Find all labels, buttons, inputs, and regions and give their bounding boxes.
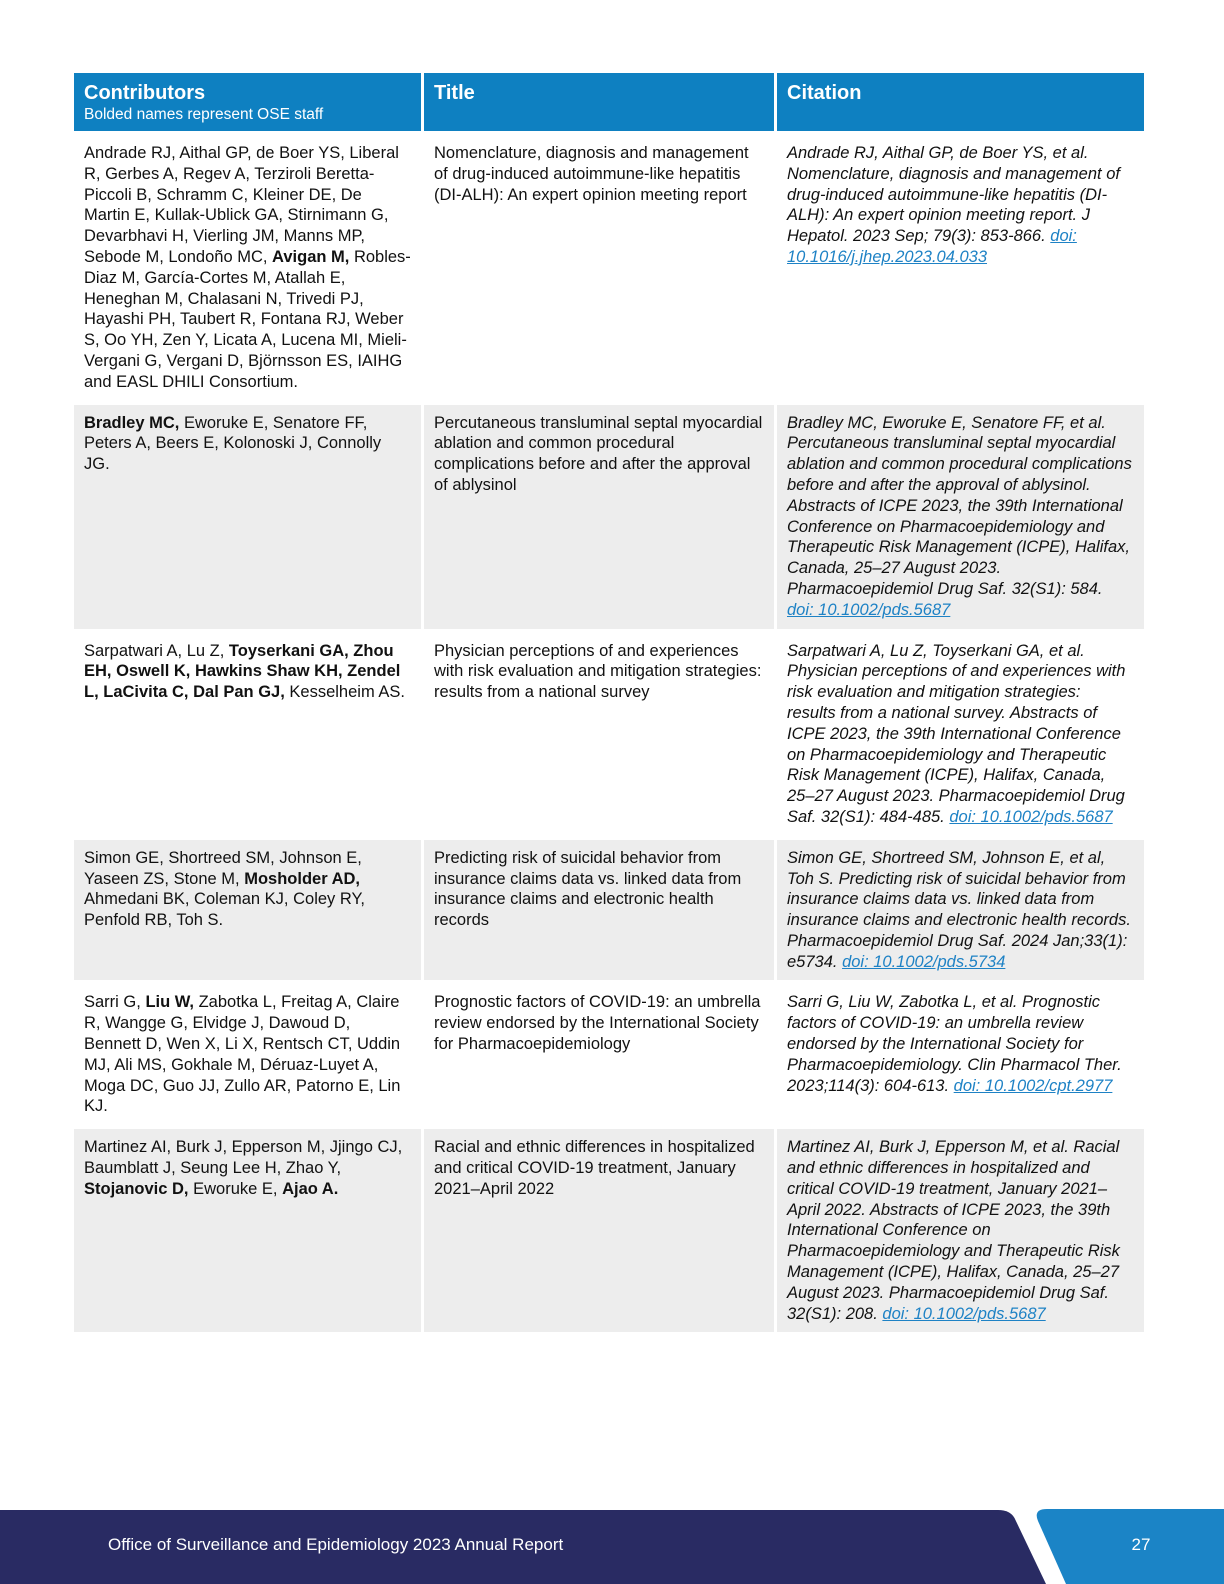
contributors-cell: [74, 1129, 421, 1332]
text-segment: Sarpatwari A, Lu Z,: [84, 641, 229, 660]
citation-cell: [777, 840, 1144, 981]
text-segment: Ahmedani BK, Coleman KJ, Coley RY, Penfold RB, Toh S.: [84, 890, 365, 930]
text-segment: Simon GE, Shortreed SM, Johnson E, et al, Toh S. Predicting risk of suicidal behavior from insurance claims data vs. linked data from insurance claims and electronic health records. Pharmacoepidemiol Drug Saf. 2024 Jan;33(1): e5734.: [787, 848, 1131, 971]
table-row: [74, 633, 1147, 836]
text-segment: Eworuke E, Senatore FF, Peters A, Beers E, Kolonoski J, Connolly JG.: [84, 413, 382, 474]
table-row: [74, 1129, 1147, 1332]
footer: [0, 1509, 1224, 1584]
title-cell: Racial and ethnic differences in hospitalized and critical COVID-19 treatment, January 2021–April 2022: [424, 1129, 774, 1332]
doi-link[interactable]: doi: 10.1002/pds.5687: [882, 1304, 1046, 1323]
ose-staff-name: Bradley MC,: [84, 413, 180, 432]
ose-staff-name: Liu W,: [145, 993, 195, 1012]
ose-staff-name: Ajao A.: [282, 1179, 339, 1198]
contributors-header-label: Contributors: [84, 82, 206, 104]
text-segment: Sarri G,: [84, 993, 146, 1012]
text-segment: Eworuke E,: [188, 1179, 283, 1198]
page-number: 27: [1131, 1535, 1151, 1554]
table-row: [74, 135, 1147, 401]
header-cell-citation: [777, 73, 1144, 131]
citation-cell: [777, 135, 1144, 401]
title-cell: Prognostic factors of COVID-19: an umbrella review endorsed by the International Society for Pharmacoepidemiology: [424, 984, 774, 1125]
contributors-cell: [74, 135, 421, 401]
title-header-label: Title: [434, 82, 475, 104]
text-segment: Bradley MC, Eworuke E, Senatore FF, et al. Percutaneous transluminal septal myocardial ablation and common procedural complications before and after the approval of ablysinol. Abstracts of ICPE 2023, the 39th International Conference on Pharmacoepidemiology and Therapeutic Risk Management (ICPE), Halifax, Canada, 25–27 August 2023. Pharmacoepidemiol Drug Saf. 32(S1): 584.: [787, 413, 1132, 598]
text-segment: Sarri G, Liu W, Zabotka L, et al. Prognostic factors of COVID-19: an umbrella review endorsed by the International Society for Pharmacoepidemiology. Clin Pharmacol Ther. 2023;114(3): 604-613.: [787, 993, 1122, 1095]
table-header-row: [74, 73, 1147, 131]
citation-cell: [777, 633, 1144, 836]
table-row: [74, 840, 1147, 981]
title-cell: Physician perceptions of and experiences with risk evaluation and mitigation strategies: results from a national survey: [424, 633, 774, 836]
text-segment: Martinez AI, Burk J, Epperson M, Jjingo CJ, Baumblatt J, Seung Lee H, Zhao Y,: [84, 1138, 403, 1178]
text-segment: Martinez AI, Burk J, Epperson M, et al. Racial and ethnic differences in hospitalized and critical COVID-19 treatment, January 2021–April 2022. Abstracts of ICPE 2023, the 39th International Conference on Pharmacoepidemiology and Therapeutic Risk Management (ICPE), Halifax, Canada, 25–27 August 2023. Pharmacoepidemiol Drug Saf. 32(S1): 208.: [787, 1138, 1120, 1323]
contributors-header-note: Bolded names represent OSE staff: [84, 106, 324, 123]
text-segment: Andrade RJ, Aithal GP, de Boer YS, Liberal R, Gerbes A, Regev A, Terziroli Beretta-Piccoli B, Schramm C, Kleiner DE, De Martin E, Kullak-Ublick GA, Stirnimann G, Devarbhavi H, Vierling JM, Manns MP, Sebode M, Londoño MC,: [84, 144, 399, 266]
citation-cell: [777, 405, 1144, 629]
text-segment: Andrade RJ, Aithal GP, de Boer YS, et al. Nomenclature, diagnosis and management of drug-induced autoimmune-like hepatitis (DI-ALH): An expert opinion meeting report. J Hepatol. 2023 Sep; 79(3): 853-866.: [787, 144, 1120, 246]
contributors-cell: [74, 633, 421, 836]
text-segment: Zabotka L, Freitag A, Claire R, Wangge G, Elvidge J, Dawoud D, Bennett D, Wen X, Li X, Rentsch CT, Uddin MJ, Ali MS, Gokhale M, Déruaz-Luyet A, Moga DC, Guo JJ, Zullo AR, Patorno E, Lin KJ.: [84, 993, 401, 1116]
header-cell-contributors: [74, 73, 421, 131]
citation-cell: [777, 1129, 1144, 1332]
contributors-cell: [74, 840, 421, 981]
doi-link[interactable]: doi: 10.1002/pds.5687: [949, 807, 1113, 826]
doi-link[interactable]: doi: 10.1016/j.jhep.2023.04.033: [787, 227, 1077, 266]
text-segment: Simon GE, Shortreed SM, Johnson E, Yaseen ZS, Stone M,: [84, 848, 362, 888]
text-segment: Kesselheim AS.: [284, 683, 405, 702]
ose-staff-name: Avigan M,: [272, 247, 350, 266]
table-row: [74, 984, 1147, 1125]
title-cell: Percutaneous transluminal septal myocardial ablation and common procedural complications before and after the approval of ablysinol: [424, 405, 774, 629]
citation-header-label: Citation: [787, 82, 862, 104]
doi-link[interactable]: doi: 10.1002/pds.5687: [787, 600, 951, 619]
ose-staff-name: Stojanovic D,: [84, 1179, 189, 1198]
citation-cell: [777, 984, 1144, 1125]
ose-staff-name: Toyserkani GA, Zhou EH, Oswell K, Hawkins Shaw KH, Zendel L, LaCivita C, Dal Pan GJ,: [84, 641, 401, 702]
contributors-cell: [74, 984, 421, 1125]
text-segment: Sarpatwari A, Lu Z, Toyserkani GA, et al. Physician perceptions of and experiences with risk evaluation and mitigation strategies: results from a national survey. Abstracts of ICPE 2023, the 39th International Conference on Pharmacoepidemiology and Therapeutic Risk Management (ICPE), Halifax, Canada, 25–27 August 2023. Pharmacoepidemiol Drug Saf. 32(S1): 484-485.: [787, 641, 1126, 826]
table-row: [74, 405, 1147, 629]
publications-table: [74, 73, 1147, 1332]
title-cell: Nomenclature, diagnosis and management of drug-induced autoimmune-like hepatitis (DI-ALH): An expert opinion meeting report: [424, 135, 774, 401]
footer-report-title: Office of Surveillance and Epidemiology 2023 Annual Report: [108, 1535, 564, 1554]
title-cell: Predicting risk of suicidal behavior from insurance claims data vs. linked data from insurance claims and electronic health records: [424, 840, 774, 981]
doi-link[interactable]: doi: 10.1002/cpt.2977: [953, 1076, 1113, 1095]
ose-staff-name: Mosholder AD,: [244, 869, 361, 888]
text-segment: Robles-Diaz M, García-Cortes M, Atallah E, Heneghan M, Chalasani N, Trivedi PJ, Hayashi PH, Taubert R, Fontana RJ, Weber S, Oo YH, Zen Y, Licata A, Lucena MI, Mieli-Vergani G, Vergani D, Björnsson ES, IAIHG and EASL DHILI Consortium.: [84, 247, 411, 391]
doi-link[interactable]: doi: 10.1002/pds.5734: [842, 952, 1006, 971]
contributors-cell: [74, 405, 421, 629]
header-cell-title: [424, 73, 774, 131]
